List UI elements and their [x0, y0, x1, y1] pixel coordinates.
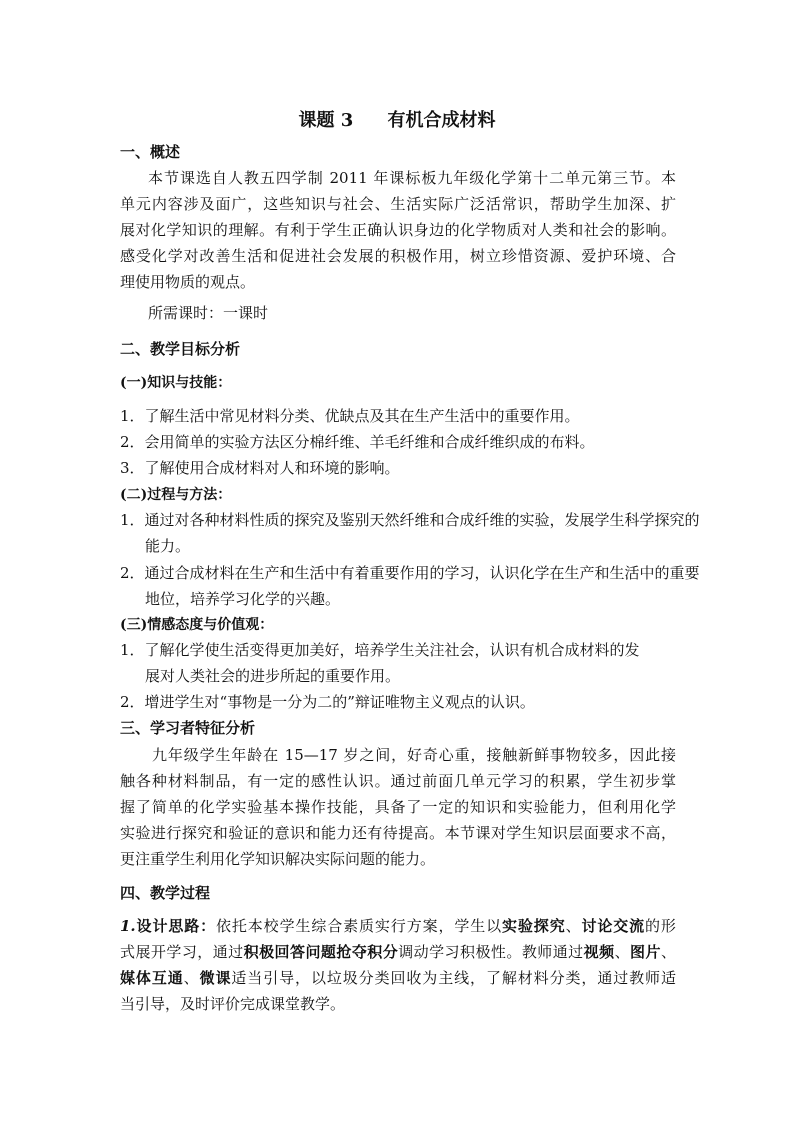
attitude-item-1-cont: 展对人类社会的进步所起的重要作用。: [145, 667, 401, 685]
design-line-1: 1.设计思路：依托本校学生综合素质实行方案，学生以实验探究、讨论交流的形: [120, 917, 676, 935]
design-line-3: 媒体互通、微课适当引导，以垃圾分类回收为主线，了解材料分类，通过教师适: [120, 969, 676, 987]
overview-line-3: 展对化学知识的理解。有利于学生正确认识身边的化学物质对人类和社会的影响。: [120, 221, 676, 239]
design-number: 1.: [120, 917, 136, 935]
knowledge-item-2: 2．会用简单的实验方法区分棉纤维、羊毛纤维和合成纤维织成的布料。: [120, 433, 595, 451]
learners-line-5: 更注重学生利用化学知识解决实际问题的能力。: [120, 850, 436, 868]
section-heading-learners: 三、学习者特征分析: [120, 719, 256, 737]
design-label: 设计思路：: [135, 917, 217, 935]
process-item-1: 1．通过对各种材料性质的探究及鉴别天然纤维和合成纤维的实验，发展学生科学探究的: [120, 511, 700, 529]
design-line-4: 当引导，及时评价完成课堂教学。: [120, 995, 346, 1013]
lesson-number: 课题 3: [298, 110, 354, 131]
page-title: [0, 106, 794, 132]
subheading-knowledge: (一)知识与技能：: [120, 375, 232, 391]
design-line-2: 式展开学习，通过积极回答问题抢夺积分调动学习积极性。教师通过视频、图片、: [120, 943, 676, 961]
process-item-2: 2．通过合成材料在生产和生活中有着重要作用的学习，认识化学在生产和生活中的重要: [120, 564, 700, 582]
attitude-item-2: 2．增进学生对“事物是一分为二的”辩证唯物主义观点的认识。: [120, 693, 535, 711]
class-hours: 所需课时：一课时: [148, 304, 269, 322]
subheading-attitude: (三)情感态度与价值观：: [120, 617, 274, 633]
lesson-name: 有机合成材料: [387, 110, 496, 131]
overview-line-2: 单元内容涉及面广，这些知识与社会、生活实际广泛活常识，帮助学生加深、扩: [120, 195, 676, 213]
section-heading-process: 四、教学过程: [120, 884, 211, 902]
learners-line-4: 实验进行探究和验证的意识和能力还有待提高。本节课对学生知识层面要求不高，: [120, 824, 676, 842]
knowledge-item-1: 1．了解生活中常见材料分类、优缺点及其在生产生活中的重要作用。: [120, 407, 580, 425]
process-item-2-cont: 地位，培养学习化学的兴趣。: [145, 590, 341, 608]
learners-line-2: 触各种材料制品，有一定的感性认识。通过前面几单元学习的积累，学生初步掌: [120, 772, 676, 790]
overview-line-1: 本节课选自人教五四学制 2011 年课标板九年级化学第十二单元第三节。本: [148, 169, 676, 187]
knowledge-item-3: 3．了解使用合成材料对人和环境的影响。: [120, 459, 400, 477]
attitude-item-1: 1．了解化学使生活变得更加美好，培养学生关注社会，认识有机合成材料的发: [120, 641, 640, 659]
learners-line-1: 九年级学生年龄在 15—17 岁之间，好奇心重，接触新鲜事物较多，因此接: [152, 746, 676, 764]
section-heading-overview: 一、概述: [120, 143, 181, 161]
overview-line-4: 感受化学对改善生活和促进社会发展的积极作用，树立珍惜资源、爱护环境、合: [120, 247, 676, 265]
subheading-process: (二)过程与方法：: [120, 487, 232, 503]
section-heading-objectives: 二、教学目标分析: [120, 340, 241, 358]
process-item-1-cont: 能力。: [145, 537, 191, 555]
overview-line-5: 理使用物质的观点。: [120, 273, 256, 291]
learners-line-3: 握了简单的化学实验基本操作技能，具备了一定的知识和实验能力，但利用化学: [120, 798, 676, 816]
